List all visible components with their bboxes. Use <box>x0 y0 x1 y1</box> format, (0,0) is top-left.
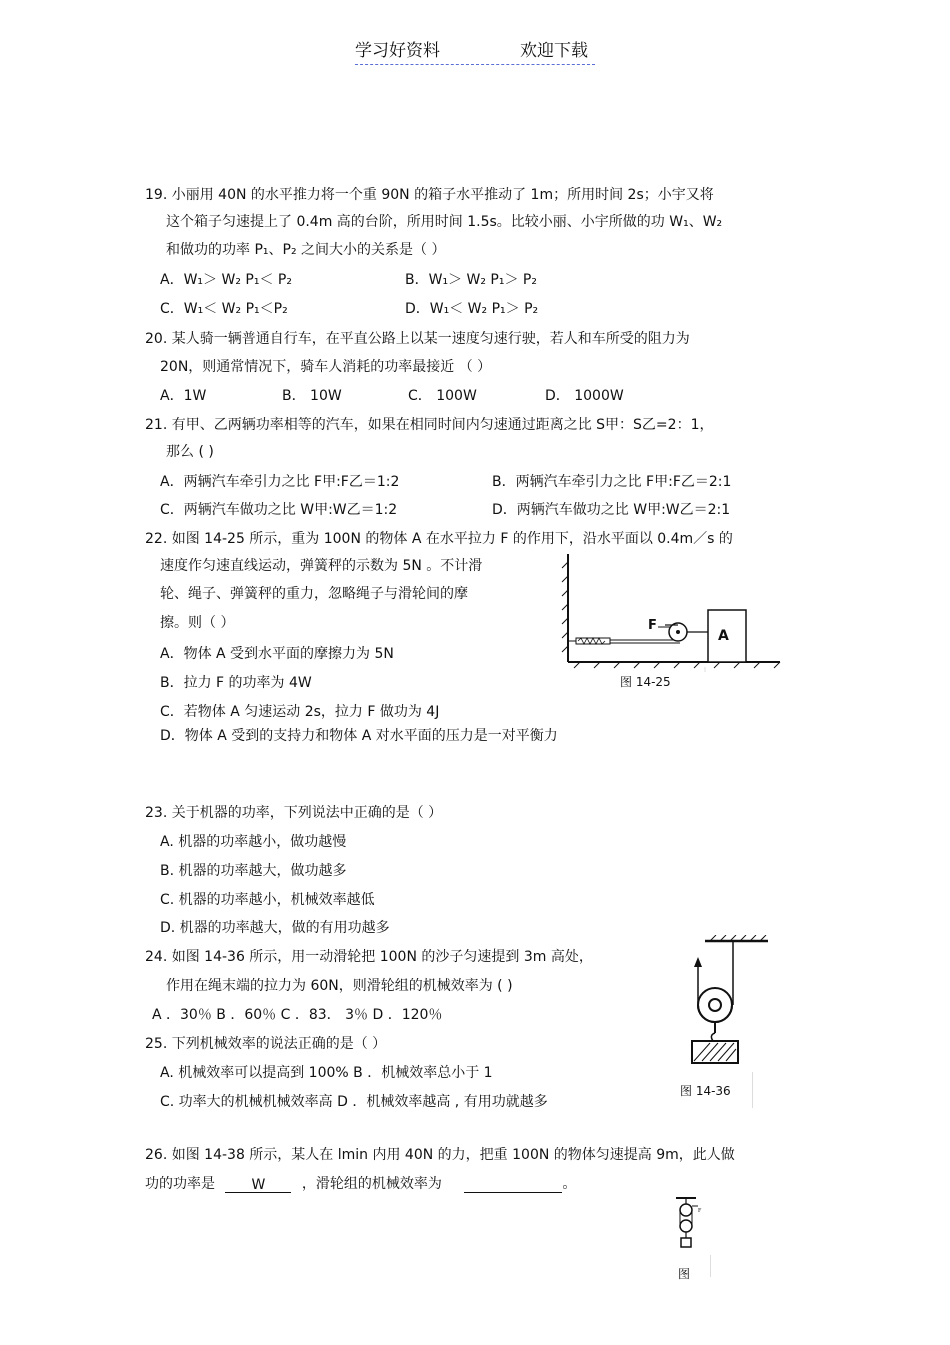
q20-option-d: D． 1000W <box>545 388 624 404</box>
q19-line1: 19. 小丽用 40N 的水平推力将一个重 90N 的箱子水平推动了 1m；所用时间 2s；小宇又将 <box>145 187 714 203</box>
q22-option-d: D．物体 A 受到的支持力和物体 A 对水平面的压力是一对平衡力 <box>160 728 558 744</box>
q20-option-a: A．1W <box>160 388 207 404</box>
figure-14-25 <box>560 552 785 672</box>
q23-option-c: C. 机器的功率越小，机械效率越低 <box>160 892 375 908</box>
q22-line1: 22. 如图 14-25 所示，重为 100N 的物体 A 在水平拉力 F 的作用下，沿水平面以 0.4m／s 的 <box>145 531 733 547</box>
q21-option-b: B．两辆汽车牵引力之比 F甲:F乙＝2:1 <box>492 474 732 490</box>
pull-arrow-icon <box>694 957 702 967</box>
figure-14-38-caption: 图 <box>678 1267 691 1281</box>
q24-options: A ．30％ B ．60％ C ．83． 3％ D ．120％ <box>152 1007 443 1023</box>
q25-line2: A. 机械效率可以提高到 100% B ．机械效率总小于 1 <box>160 1065 493 1081</box>
header-right: 欢迎下载 <box>520 41 588 61</box>
figure-label-f: F <box>648 618 657 633</box>
caption-rule-2 <box>710 1255 711 1277</box>
q26-line2 <box>145 1175 576 1193</box>
q26-line1: 26. 如图 14-38 所示，某人在 lmin 内用 40N 的力，把重 100N 的物体匀速提高 9m，此人做 <box>145 1147 735 1163</box>
q22-line4: 擦。则（ ） <box>160 615 235 631</box>
q20-line1: 20. 某人骑一辆普通自行车，在平直公路上以某一速度匀速行驶，若人和车所受的阻力为 <box>145 331 690 347</box>
q26-text-a: 功的功率是 <box>145 1176 215 1192</box>
caption-rule <box>752 1072 753 1108</box>
q23-line1: 23. 关于机器的功率，下列说法中正确的是（ ） <box>145 805 443 821</box>
q19-option-a: A．W₁＞ W₂ P₁＜ P₂ <box>160 272 292 288</box>
q20-option-b: B． 10W <box>282 388 342 404</box>
weight-block <box>681 1238 691 1247</box>
q20-option-c: C． 100W <box>408 388 477 404</box>
q23-option-d: D. 机器的功率越大，做的有用功越多 <box>160 920 390 936</box>
q23-option-b: B. 机器的功率越大，做功越多 <box>160 863 347 879</box>
q22-option-c: C．若物体 A 匀速运动 2s，拉力 F 做功为 4J <box>160 704 440 720</box>
q23-option-a: A. 机器的功率越小，做功越慢 <box>160 834 347 850</box>
q26-text-b: ，滑轮组的机械效率为 <box>301 1176 442 1192</box>
q24-line2: 作用在绳末端的拉力为 60N，则滑轮组的机械效率为 ( ) <box>166 978 513 994</box>
q22-line3: 轮、绳子、弹簧秤的重力，忽略绳子与滑轮间的摩 <box>160 586 468 602</box>
q19-line2: 这个箱子匀速提上了 0.4m 高的台阶，所用时间 1.5s。比较小丽、小宇所做的功 W₁、W₂ <box>166 214 723 230</box>
header-divider <box>355 64 595 65</box>
q25-line3: C. 功率大的机械机械效率高 D ．机械效率越高 , 有用功就越多 <box>160 1094 548 1110</box>
q20-line2: 20N，则通常情况下，骑车人消耗的功率最接近 （ ） <box>160 359 492 375</box>
q19-option-b: B．W₁＞ W₂ P₁＞ P₂ <box>405 272 537 288</box>
figure-14-36-caption: 图 14-36 <box>680 1084 731 1098</box>
q21-line1: 21. 有甲、乙两辆功率相等的汽车，如果在相同时间内匀速通过距离之比 S甲：S乙=2：1， <box>145 417 714 433</box>
figure-label-a: A <box>718 628 729 644</box>
q24-line1: 24. 如图 14-36 所示，用一动滑轮把 100N 的沙子匀速提到 3m 高处， <box>145 949 593 965</box>
q21-option-c: C．两辆汽车做功之比 W甲:W乙＝1:2 <box>160 502 398 518</box>
q21-line2: 那么 ( ) <box>166 444 214 460</box>
svg-text:F: F <box>698 1208 702 1214</box>
sand-load <box>692 1041 738 1063</box>
q25-line1: 25. 下列机械效率的说法正确的是（ ） <box>145 1036 387 1052</box>
q26-text-c: 。 <box>562 1176 577 1192</box>
q22-option-b: B．拉力 F 的功率为 4W <box>160 675 312 691</box>
q19-option-c: C．W₁＜ W₂ P₁＜P₂ <box>160 301 288 317</box>
q21-option-d: D．两辆汽车做功之比 W甲:W乙＝2:1 <box>492 502 731 518</box>
q26-power-blank[interactable]: W <box>225 1176 291 1193</box>
q22-option-a: A．物体 A 受到水平面的摩擦力为 5N <box>160 646 394 662</box>
figure-14-36 <box>680 935 770 1070</box>
figure-14-25-caption: 图 14-25 <box>620 675 671 689</box>
figure-14-38 <box>668 1196 718 1254</box>
header-left: 学习好资料 <box>355 41 440 61</box>
q19-option-d: D．W₁＜ W₂ P₁＞ P₂ <box>405 301 539 317</box>
q26-efficiency-blank[interactable] <box>464 1176 562 1193</box>
q19-line3: 和做功的功率 P₁、P₂ 之间大小的关系是（ ） <box>166 242 446 258</box>
q21-option-a: A．两辆汽车牵引力之比 F甲:F乙＝1:2 <box>160 474 400 490</box>
q22-line2: 速度作匀速直线运动，弹簧秤的示数为 5N 。不计滑 <box>160 558 483 574</box>
